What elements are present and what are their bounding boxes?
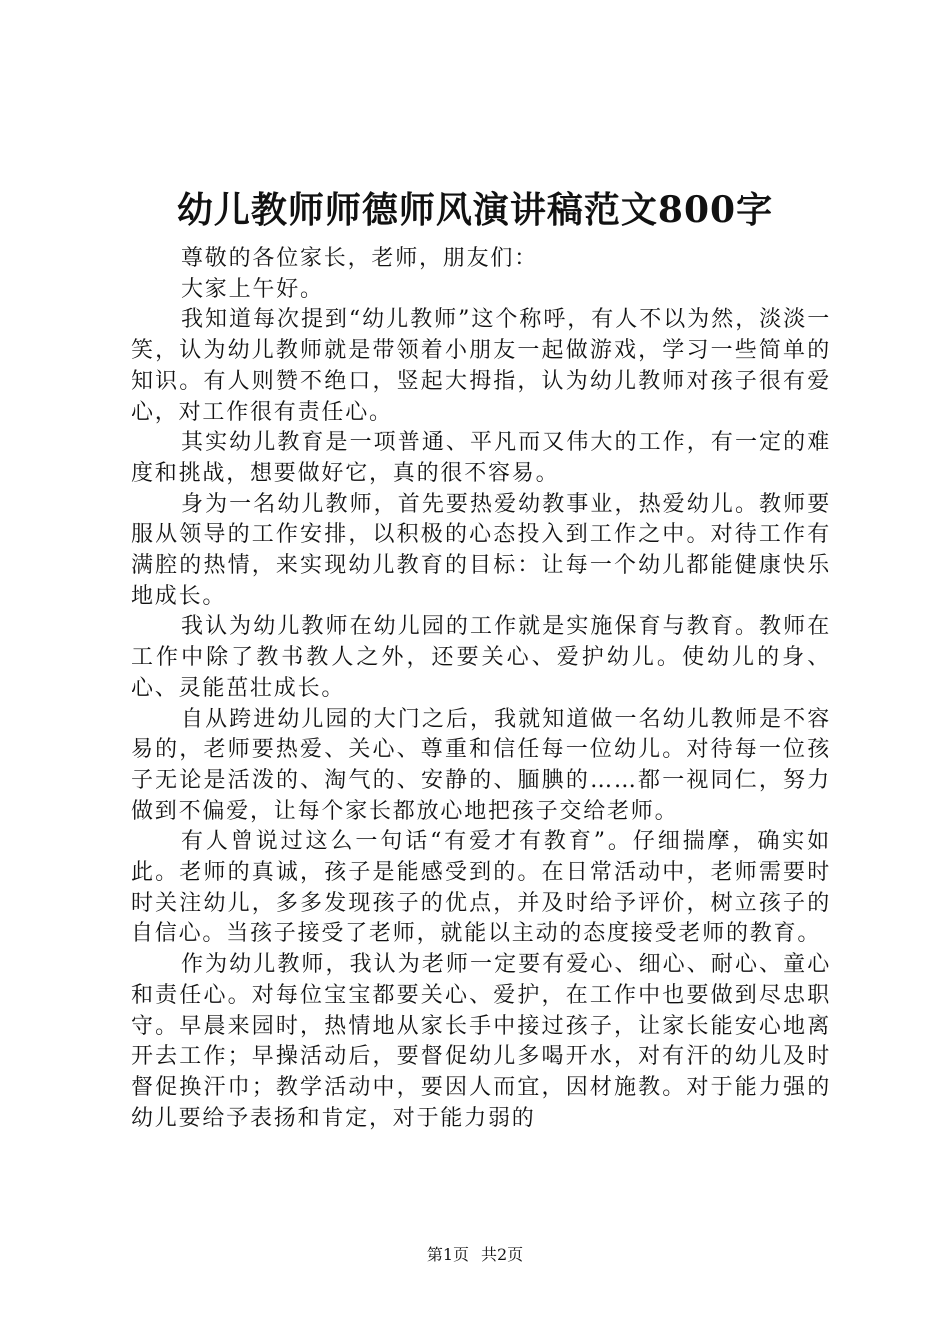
paragraph: 我认为幼儿教师在幼儿园的工作就是实施保育与教育。教师在工作中除了教书教人之外，还要关心、爱护幼儿。使幼儿的身、心、灵能茁壮成长。 [131, 614, 831, 701]
document-body [131, 244, 831, 1134]
paragraph-greeting: 大家上午好。 [181, 276, 324, 302]
paragraph: 作为幼儿教师，我认为老师一定要有爱心、细心、耐心、童心和责任心。对每位宝宝都要关心、爱护，在工作中也要做到尽忠职守。早晨来园时，热情地从家长手中接过孩子，让家长能安心地离开去工作；早操活动后，要督促幼儿多喝开水，对有汗的幼儿及时督促换汗巾；教学活动中，要因人而宜，因材施教。对于能力强的幼儿要给予表扬和肯定，对于能力弱的 [131, 952, 831, 1131]
paragraph: 我知道每次提到“幼儿教师”这个称呼，有人不以为然，淡淡一笑，认为幼儿教师就是带领着小朋友一起做游戏，学习一些简单的知识。有人则赞不绝口，竖起大拇指，认为幼儿教师对孩子很有爱心，对工作很有责任心。 [131, 307, 831, 425]
document-title: 幼儿教师师德师风演讲稿范文800字 [176, 189, 774, 231]
paragraph: 身为一名幼儿教师，首先要热爱幼教事业，热爱幼儿。教师要服从领导的工作安排，以积极的心态投入到工作之中。对待工作有满腔的热情，来实现幼儿教育的目标：让每一个幼儿都能健康快乐地成长。 [131, 491, 831, 609]
page-footer [0, 1245, 950, 1265]
paragraph-salutation: 尊敬的各位家长，老师，朋友们： [181, 246, 539, 271]
page-number-total: 共2页 [481, 1245, 524, 1264]
page-number-current: 第1页 [426, 1245, 469, 1264]
paragraph: 有人曾说过这么一句话“有爱才有教育”。仔细揣摩，确实如此。老师的真诚，孩子是能感受到的。在日常活动中，老师需要时时关注幼儿，多多发现孩子的优点，并及时给予评价，树立孩子的自信心。当孩子接受了老师，就能以主动的态度接受老师的教育。 [131, 829, 831, 947]
paragraph: 自从跨进幼儿园的大门之后，我就知道做一名幼儿教师是不容易的，老师要热爱、关心、尊重和信任每一位幼儿。对待每一位孩子无论是活泼的、淘气的、安静的、腼腆的……都一视同仁，努力做到不偏爱，让每个家长都放心地把孩子交给老师。 [131, 706, 831, 824]
paragraph: 其实幼儿教育是一项普通、平凡而又伟大的工作，有一定的难度和挑战，想要做好它，真的很不容易。 [131, 430, 831, 486]
